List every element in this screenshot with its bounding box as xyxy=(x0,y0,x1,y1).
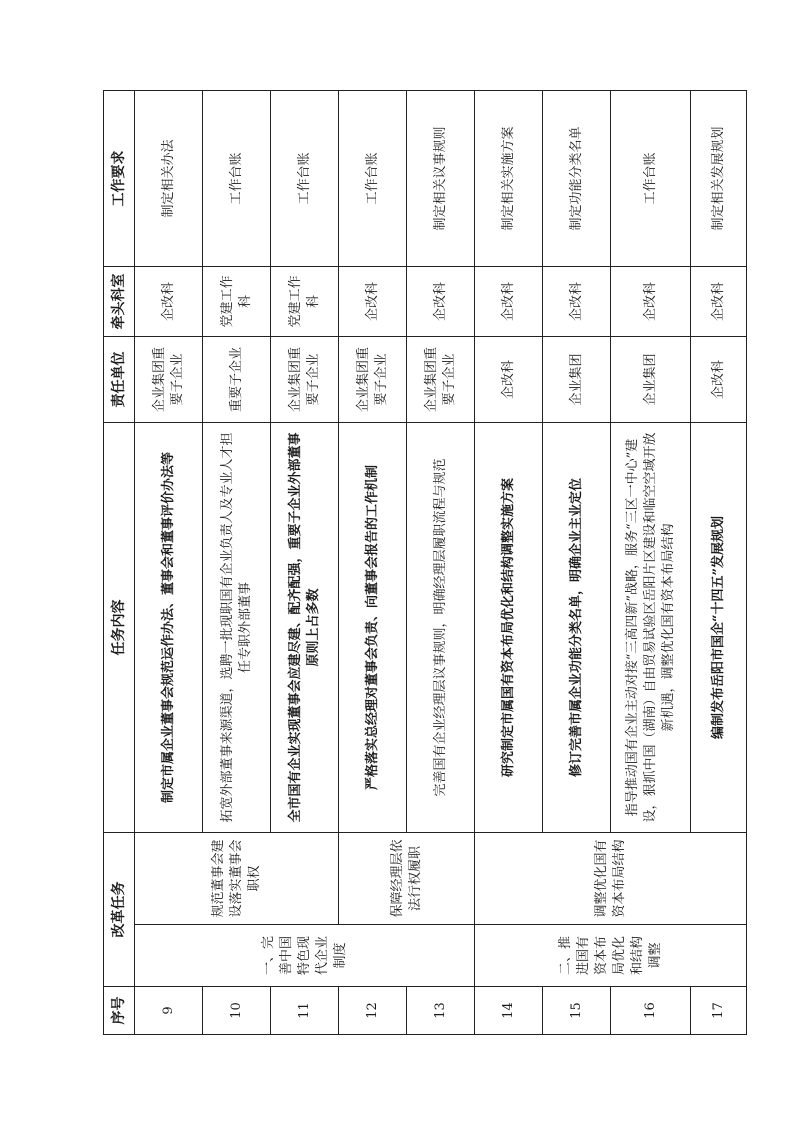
responsible-unit: 企业集团重要子企业 xyxy=(135,337,203,423)
reform-category: 一、完善中国特色现代企业制度 xyxy=(135,925,475,987)
row-number: 11 xyxy=(271,987,339,1035)
responsible-unit: 企业集团 xyxy=(611,337,691,423)
work-requirement: 工作台账 xyxy=(339,91,407,267)
responsible-unit: 企改科 xyxy=(475,337,543,423)
reform-subtask: 规范董事会建设落实董事会职权 xyxy=(135,833,339,925)
responsible-unit: 企业集团 xyxy=(543,337,611,423)
row-number: 12 xyxy=(339,987,407,1035)
reform-subtask: 调整优化国有资本布局结构 xyxy=(475,833,747,925)
task-content: 拓宽外部董事来源渠道，选聘一批现职国有企业负责人及专业人才担任专职外部董事 xyxy=(203,423,271,833)
lead-department: 企改科 xyxy=(543,267,611,337)
lead-department: 党建工作科 xyxy=(203,267,271,337)
row-number: 13 xyxy=(407,987,475,1035)
work-requirement: 制定相关实施方案 xyxy=(475,91,543,267)
reform-subtask: 保障经理层依法行权履职 xyxy=(339,833,475,925)
row-number: 14 xyxy=(475,987,543,1035)
header-unit: 责任单位 xyxy=(104,337,135,423)
responsible-unit: 企业集团重要子企业 xyxy=(339,337,407,423)
lead-department: 企改科 xyxy=(407,267,475,337)
header-req: 工作要求 xyxy=(104,91,135,267)
reform-category: 二、推进国有资本布局优化和结构调整 xyxy=(475,925,747,987)
task-content: 指导推动国有企业主动对接“三高四新”战略，服务“三区一中心”建设，狠抓中国（湖南）自由贸易试验区岳阳片区建设和临空空域开放新机遇，调整优化国有资本布局结构 xyxy=(611,423,691,833)
lead-department: 企改科 xyxy=(475,267,543,337)
task-content: 修订完善市属企业功能分类名单，明确企业主业定位 xyxy=(543,423,611,833)
task-content: 严格落实总经理对董事会负责、向董事会报告的工作机制 xyxy=(339,423,407,833)
header-content: 任务内容 xyxy=(104,423,135,833)
task-content: 全市国有企业实现董事会应建尽建、配齐配强，重要子企业外部董事原则上占多数 xyxy=(271,423,339,833)
work-requirement: 工作台账 xyxy=(611,91,691,267)
responsible-unit: 重要子企业 xyxy=(203,337,271,423)
table-row xyxy=(135,91,203,1035)
task-content: 完善国有企业经理层议事规则，明确经理层履职流程与规范 xyxy=(407,423,475,833)
work-requirement: 制定功能分类名单 xyxy=(543,91,611,267)
lead-department: 企改科 xyxy=(691,267,747,337)
work-requirement: 制定相关议事规则 xyxy=(407,91,475,267)
header-row xyxy=(104,91,135,1035)
task-content: 制定市属企业董事会规范运作办法、董事会和董事评价办法等 xyxy=(135,423,203,833)
responsible-unit: 企业集团重要子企业 xyxy=(271,337,339,423)
header-dept: 牵头科室 xyxy=(104,267,135,337)
row-number: 9 xyxy=(135,987,203,1035)
row-number: 16 xyxy=(611,987,691,1035)
task-content: 编制发布岳阳市国企“十四五”发展规划 xyxy=(691,423,747,833)
row-number: 10 xyxy=(203,987,271,1035)
header-no: 序号 xyxy=(104,987,135,1035)
task-content: 研究制定市属国有资本布局优化和结构调整实施方案 xyxy=(475,423,543,833)
lead-department: 企改科 xyxy=(611,267,691,337)
row-number: 17 xyxy=(691,987,747,1035)
header-task: 改革任务 xyxy=(104,833,135,987)
work-requirement: 工作台账 xyxy=(271,91,339,267)
table-row xyxy=(475,91,543,1035)
work-requirement: 制定相关发展规划 xyxy=(691,91,747,267)
lead-department: 企改科 xyxy=(135,267,203,337)
lead-department: 党建工作科 xyxy=(271,267,339,337)
responsible-unit: 企改科 xyxy=(691,337,747,423)
lead-department: 企改科 xyxy=(339,267,407,337)
table-row xyxy=(339,91,407,1035)
row-number: 15 xyxy=(543,987,611,1035)
work-requirement: 工作台账 xyxy=(203,91,271,267)
reform-task-table xyxy=(103,90,747,1035)
responsible-unit: 企业集团重要子企业 xyxy=(407,337,475,423)
work-requirement: 制定相关办法 xyxy=(135,91,203,267)
